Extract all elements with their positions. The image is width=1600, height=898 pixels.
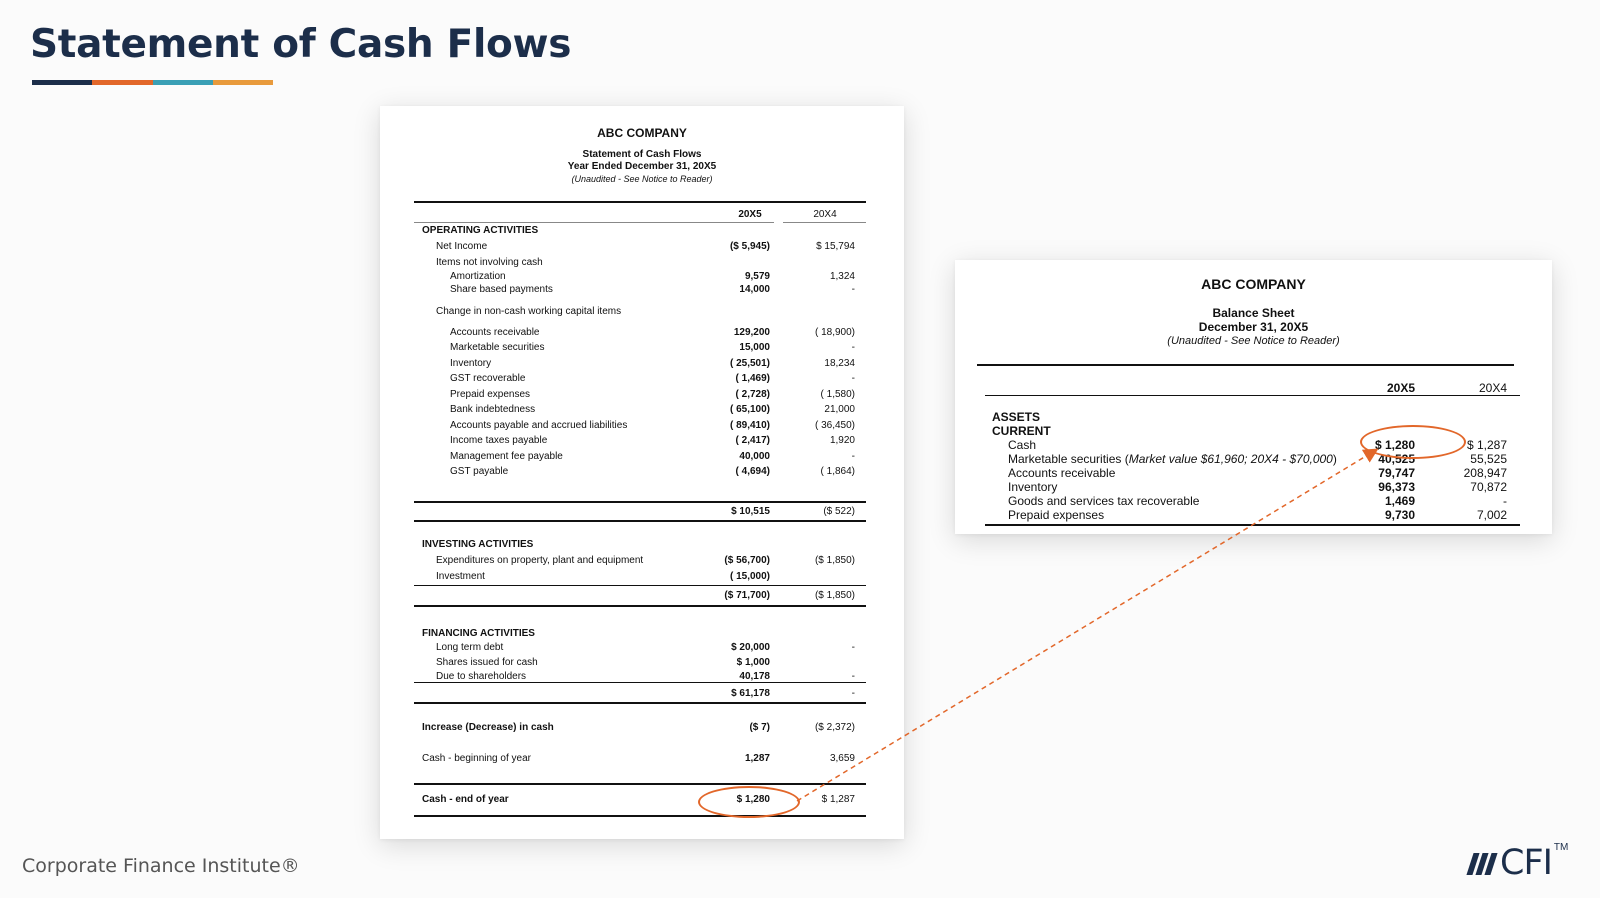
cf-row-prior: 1,324 (829, 271, 855, 282)
cf-operating-header: OPERATING ACTIVITIES (422, 225, 539, 236)
cf-row-current: ( 2,417) (735, 435, 770, 446)
bs-row-label-italic: Market value $61,960; 20X4 - $70,000 (1128, 452, 1333, 466)
cf-row-label: Long term debt (436, 642, 504, 653)
bs-col-prior: 20X4 (1478, 381, 1507, 395)
cfi-logo (1470, 842, 1568, 881)
cf-row-label: GST recoverable (450, 373, 526, 384)
bs-row-prior: - (1503, 494, 1507, 508)
accent-segment-teal (153, 80, 213, 85)
cf-row-prior: - (851, 451, 855, 462)
cf-operating-rule-top (414, 501, 866, 503)
cf-row-current: $ 10,515 (731, 506, 770, 517)
cf-row-label: Inventory (450, 358, 492, 369)
cf-row-label: Shares issued for cash (436, 657, 538, 668)
cf-row-current: $ 1,000 (736, 657, 770, 668)
cf-period: Year Ended December 31, 20X5 (567, 161, 717, 172)
bs-row-label (1008, 508, 1104, 522)
cf-financing-rule-bottom (414, 702, 866, 704)
cf-row-prior: - (851, 284, 855, 295)
cf-row-current: ( 25,501) (729, 358, 770, 369)
footer-text: Corporate Finance Institute® (22, 855, 300, 877)
logo-text: CFI (1500, 843, 1552, 883)
cf-row-label: Investment (436, 571, 485, 582)
cf-row-label: Cash - beginning of year (422, 753, 531, 764)
bs-row-label-end: ) (1332, 452, 1337, 466)
cf-row-prior: ( 1,580) (820, 389, 855, 400)
cf-row-label: Change in non-cash working capital items (436, 306, 622, 317)
cf-row-label: Marketable securities (450, 342, 545, 353)
bs-row-current: 79,747 (1378, 466, 1415, 480)
cf-row-label: Net Income (436, 241, 488, 252)
cf-financing-rule-top (414, 682, 866, 683)
bs-row-label-text: Cash (1008, 438, 1037, 452)
cf-row-prior: ($ 1,850) (814, 555, 855, 566)
cf-row-label: Prepaid expenses (450, 389, 531, 400)
cf-financing-header: FINANCING ACTIVITIES (422, 628, 535, 639)
cf-end-rule-top (414, 783, 866, 785)
cf-row-prior: - (851, 342, 855, 353)
cf-row-prior: ($ 2,372) (814, 722, 855, 733)
bs-row-current: 40,525 (1378, 452, 1415, 466)
cf-row-prior: $ 15,794 (816, 241, 855, 252)
bs-row-label-text: Goods and services tax recoverable (1008, 494, 1200, 508)
cf-title: Statement of Cash Flows (582, 149, 702, 160)
bs-row-prior: 55,525 (1470, 452, 1507, 466)
cf-row-label: Items not involving cash (436, 257, 543, 268)
cf-row-current: ($ 5,945) (729, 241, 770, 252)
bs-bottom-rule (985, 524, 1520, 526)
cf-row-current: ( 2,728) (735, 389, 770, 400)
cf-note: (Unaudited - See Notice to Reader) (571, 174, 713, 184)
title-accent-bar (32, 80, 273, 85)
accent-segment-navy (32, 80, 92, 85)
cf-row-label: Accounts payable and accrued liabilities (450, 420, 628, 431)
cf-row-current: $ 61,178 (731, 688, 770, 699)
bs-title: Balance Sheet (1212, 306, 1295, 320)
cf-row-label: Increase (Decrease) in cash (422, 722, 554, 733)
bs-row-label (1008, 480, 1057, 494)
bs-row-current: 1,469 (1384, 494, 1415, 508)
cf-row-label: Management fee payable (450, 451, 563, 462)
cf-row-label: Income taxes payable (450, 435, 548, 446)
cf-row-current: 40,000 (739, 451, 770, 462)
bs-row-current: 96,373 (1378, 480, 1415, 494)
accent-segment-orange (92, 80, 152, 85)
cf-row-current: 9,579 (744, 271, 770, 282)
bs-row-label (1008, 438, 1036, 452)
cf-header-rule (414, 201, 866, 203)
cf-row-prior: ( 36,450) (814, 420, 855, 431)
bs-row-prior: $ 1,287 (1466, 438, 1507, 452)
cf-row-label: Bank indebtedness (450, 404, 536, 415)
bs-row-prior: 208,947 (1463, 466, 1507, 480)
bs-row-label (1008, 466, 1115, 480)
cf-row-prior: 3,659 (829, 753, 855, 764)
cf-cash-end-highlight (698, 786, 800, 818)
cf-col-rule (414, 222, 774, 223)
cf-row-label: Cash - end of year (422, 794, 509, 805)
bs-cash-highlight (1360, 425, 1466, 459)
cf-row-current: ($ 71,700) (724, 590, 770, 601)
balance-sheet (955, 260, 1552, 534)
cf-row-prior: 18,234 (824, 358, 855, 369)
cf-investing-rule-top (414, 585, 866, 586)
cf-investing-rule-bottom (414, 605, 866, 607)
cf-row-current: 40,178 (739, 671, 770, 682)
cf-row-current: $ 1,280 (736, 794, 770, 805)
bs-company-name: ABC COMPANY (1201, 276, 1306, 292)
cf-row-prior: - (851, 671, 855, 682)
cf-row-label: Due to shareholders (436, 671, 527, 682)
cf-row-label: Amortization (450, 271, 506, 282)
cf-row-prior: 21,000 (824, 404, 855, 415)
bs-row-label (1008, 452, 1337, 466)
bs-col-rule (985, 395, 1520, 396)
cf-col-current: 20X5 (738, 209, 762, 220)
cf-investing-header: INVESTING ACTIVITIES (422, 539, 534, 550)
cf-row-current: ( 4,694) (735, 466, 770, 477)
cf-row-prior: - (851, 642, 855, 653)
accent-segment-gold (213, 80, 273, 85)
bs-row-label (1008, 494, 1199, 508)
cfi-bars-icon (1470, 853, 1494, 875)
bs-row-current: 9,730 (1384, 508, 1415, 522)
cf-row-current: ($ 56,700) (724, 555, 770, 566)
cf-col-rule (783, 222, 866, 223)
cf-row-prior: 1,920 (829, 435, 855, 446)
bs-row-label-text: Inventory (1008, 480, 1058, 494)
cf-row-prior: ($ 1,850) (814, 590, 855, 601)
cf-row-current: ( 15,000) (729, 571, 770, 582)
bs-row-current: $ 1,280 (1374, 438, 1415, 452)
slide-title: Statement of Cash Flows (30, 22, 572, 67)
cf-row-prior: ( 18,900) (814, 327, 855, 338)
cf-row-label: Accounts receivable (450, 327, 540, 338)
bs-row-label-text: Accounts receivable (1008, 466, 1116, 480)
cf-row-prior: - (851, 373, 855, 384)
bs-row-label-text: Marketable securities ( (1008, 452, 1129, 466)
logo-trademark: TM (1553, 842, 1569, 853)
bs-current-header: CURRENT (992, 424, 1051, 438)
cf-row-current: 14,000 (739, 284, 770, 295)
cf-row-label: Expenditures on property, plant and equipment (436, 555, 644, 566)
cf-row-current: 129,200 (733, 327, 770, 338)
bs-row-label-text: Prepaid expenses (1008, 508, 1105, 522)
cf-row-current: ( 89,410) (729, 420, 770, 431)
cf-row-current: 15,000 (739, 342, 770, 353)
cf-row-label: Share based payments (450, 284, 553, 295)
bs-row-prior: 70,872 (1470, 480, 1507, 494)
cf-row-prior: $ 1,287 (821, 794, 855, 805)
cf-operating-rule-bottom (414, 520, 866, 522)
bs-note: (Unaudited - See Notice to Reader) (1167, 335, 1340, 347)
bs-row-prior: 7,002 (1476, 508, 1507, 522)
cash-flow-statement (380, 106, 904, 839)
cf-row-prior: ($ 522) (823, 506, 855, 517)
cf-end-rule-bottom (414, 815, 866, 817)
cf-row-prior: - (851, 688, 855, 699)
cf-company-name: ABC COMPANY (597, 126, 687, 140)
bs-assets-header: ASSETS (992, 410, 1041, 424)
bs-col-current: 20X5 (1386, 381, 1415, 395)
cf-row-current: 1,287 (744, 753, 770, 764)
cf-row-prior: ( 1,864) (820, 466, 855, 477)
cf-row-current: ( 65,100) (729, 404, 770, 415)
cf-row-current: $ 20,000 (731, 642, 770, 653)
cf-row-label: GST payable (450, 466, 509, 477)
cf-col-prior: 20X4 (813, 209, 837, 220)
bs-header-rule (977, 364, 1514, 366)
bs-date: December 31, 20X5 (1198, 320, 1309, 334)
cf-row-current: ( 1,469) (735, 373, 770, 384)
cf-row-current: ($ 7) (749, 722, 770, 733)
